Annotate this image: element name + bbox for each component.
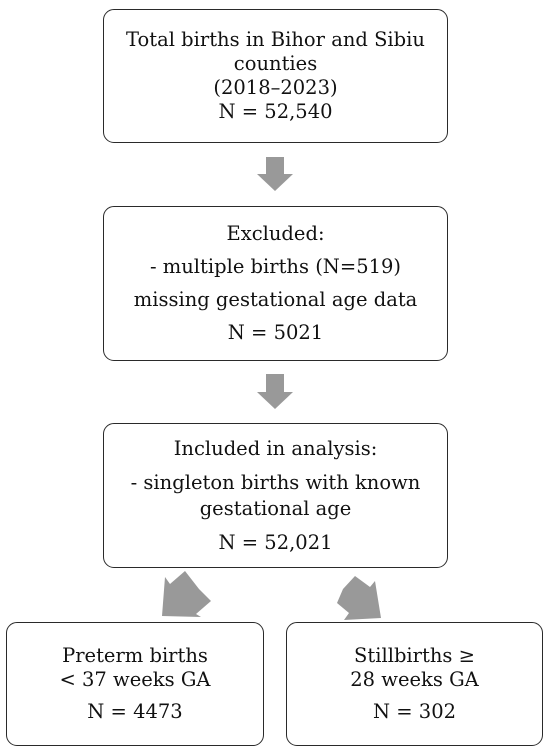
included-count: N = 52,021 — [218, 530, 333, 554]
included-line-1: - singleton births with known — [130, 470, 421, 494]
excluded-line-multiple: - multiple births (N=519) — [149, 255, 402, 278]
arrow-down-right — [337, 576, 381, 620]
included-line-2: gestational age — [199, 496, 352, 520]
stillbirths-count: N = 302 — [372, 700, 457, 723]
preterm-criterion: < 37 weeks GA — [59, 668, 211, 691]
arrow-down-left — [162, 571, 211, 617]
included-box — [103, 423, 448, 568]
excluded-box — [103, 206, 448, 361]
preterm-births-box — [6, 622, 264, 746]
arrow-down-1 — [257, 157, 293, 191]
stillbirths-box — [286, 622, 543, 746]
total-births-line-1: Total births in Bihor and Sibiu — [126, 28, 425, 51]
included-heading: Included in analysis: — [173, 436, 378, 460]
excluded-line-missing: missing gestational age data — [133, 288, 418, 311]
total-births-count: N = 52,540 — [218, 100, 333, 123]
total-births-line-3: (2018–2023) — [213, 76, 338, 99]
excluded-count: N = 5021 — [227, 321, 324, 344]
stillbirths-criterion: 28 weeks GA — [350, 668, 479, 691]
arrow-down-2 — [257, 374, 293, 409]
total-births-box — [103, 9, 448, 143]
preterm-heading: Preterm births — [62, 644, 208, 667]
stillbirths-heading: Stillbirths ≥ — [354, 644, 475, 667]
preterm-count: N = 4473 — [87, 700, 183, 723]
excluded-heading: Excluded: — [226, 222, 325, 245]
total-births-line-2: counties — [233, 52, 318, 75]
